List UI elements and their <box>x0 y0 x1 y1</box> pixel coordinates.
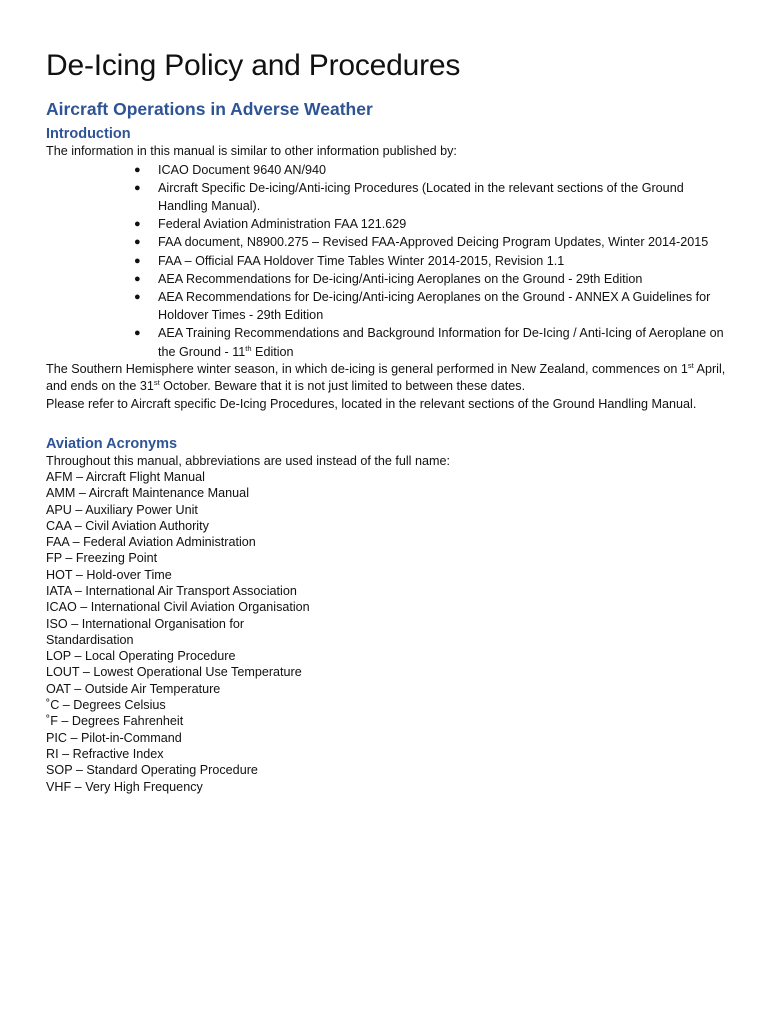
acronym-item: OAT – Outside Air Temperature <box>46 681 221 696</box>
acronym-item: FP – Freezing Point <box>46 551 158 566</box>
bullet-icon: ● <box>134 163 141 176</box>
acronym-item: LOP – Local Operating Procedure <box>46 649 236 664</box>
reference-item: ● Federal Aviation Administration FAA 121.629 <box>158 215 736 233</box>
introduction-lead: The information in this manual is similar to other information published by: <box>46 144 457 158</box>
introduction-heading: Introduction <box>46 126 131 142</box>
bullet-icon: ● <box>134 236 141 249</box>
acronym-item: SOP – Standard Operating Procedure <box>46 763 258 778</box>
reference-item: ● Aircraft Specific De-icing/Anti-icing Procedures (Located in the relevant sections of the Ground Handling Manual). <box>134 180 684 213</box>
acronym-item: AMM – Aircraft Maintenance Manual <box>46 486 249 501</box>
reference-item: ● ICAO Document 9640 AN/940 <box>158 161 736 179</box>
acronym-item: ˚C – Degrees Celsius <box>46 698 166 713</box>
acronym-item: CAA – Civil Aviation Authority <box>46 518 209 533</box>
bullet-icon: ● <box>134 254 141 267</box>
reference-list <box>46 161 736 361</box>
refer-paragraph: Please refer to Aircraft specific De-Icing Procedures, located in the relevant sections of the Ground Handling Manual. <box>46 397 697 412</box>
acronym-item: HOT – Hold-over Time <box>46 567 172 582</box>
bullet-icon: ● <box>134 181 141 194</box>
acronym-item: AFM – Aircraft Flight Manual <box>46 469 205 484</box>
reference-item: ● FAA – Official FAA Holdover Time Tables Winter 2014-2015, Revision 1.1 <box>158 252 736 270</box>
acronyms-heading: Aviation Acronyms <box>46 435 178 452</box>
bullet-icon: ● <box>134 218 141 231</box>
section-subtitle: Aircraft Operations in Adverse Weather <box>46 99 373 119</box>
reference-item: ● AEA Training Recommendations and Background Information for De-Icing / Anti-Icing of Aeroplane on the Ground - 11th Edition <box>134 326 724 359</box>
acronym-item: LOUT – Lowest Operational Use Temperature <box>46 665 302 680</box>
acronym-item: RI – Refractive Index <box>46 746 164 761</box>
acronym-item: PIC – Pilot-in-Command <box>46 730 182 745</box>
bullet-icon: ● <box>134 272 141 285</box>
season-paragraph: The Southern Hemisphere winter season, in which de-icing is general performed in New Zealand, commences on 1st April, and ends on the 31st October. Beware that it is not just limited to between these dates. <box>46 360 726 394</box>
acronym-item: VHF – Very High Frequency <box>46 779 203 794</box>
acronyms-lead: Throughout this manual, abbreviations are used instead of the full name: <box>46 453 450 468</box>
page-title: De-Icing Policy and Procedures <box>46 49 461 82</box>
acronym-item: ˚F – Degrees Fahrenheit <box>46 714 184 729</box>
document-page <box>46 0 736 795</box>
acronym-item: APU – Auxiliary Power Unit <box>46 502 198 517</box>
acronym-list <box>46 469 736 795</box>
bullet-icon: ● <box>134 291 141 304</box>
acronym-item: ISO – International Organisation for Standardisation <box>46 616 245 647</box>
bullet-icon: ● <box>134 327 141 340</box>
acronym-item: FAA – Federal Aviation Administration <box>46 535 256 550</box>
reference-item: ● FAA document, N8900.275 – Revised FAA-Approved Deicing Program Updates, Winter 2014-2015 <box>158 233 736 251</box>
reference-item: ● AEA Recommendations for De-icing/Anti-icing Aeroplanes on the Ground - ANNEX A Guidelines for Holdover Times - 29th Edition <box>134 290 711 323</box>
reference-item: ● AEA Recommendations for De-icing/Anti-icing Aeroplanes on the Ground - 29th Edition <box>158 270 736 288</box>
acronym-item: IATA – International Air Transport Association <box>46 583 297 598</box>
acronym-item: ICAO – International Civil Aviation Organisation <box>46 600 310 615</box>
